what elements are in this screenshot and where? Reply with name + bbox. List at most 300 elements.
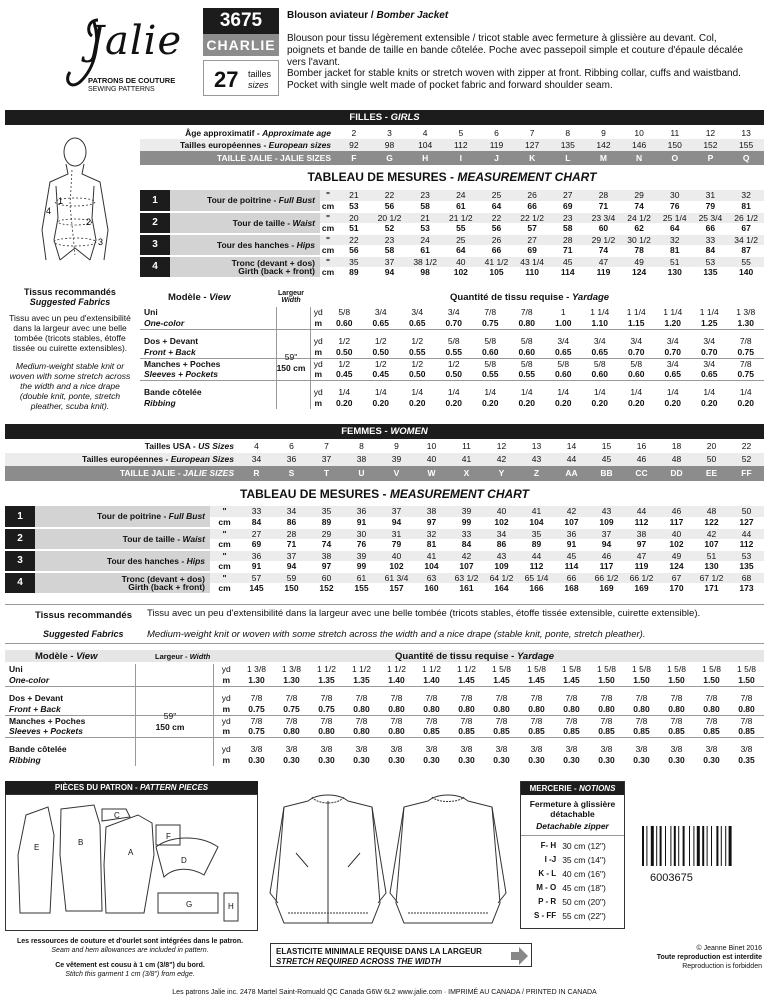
- measurement-cell: 65 1/4: [524, 572, 549, 583]
- spacer-cell: [728, 380, 765, 387]
- measurement-label-en: Waist: [292, 217, 316, 228]
- measurement-cell: 29: [321, 528, 332, 539]
- measurement-cell: 34 1/2: [734, 234, 758, 245]
- barcode-bar: [711, 826, 712, 866]
- jalie-size-cell: Q: [742, 152, 750, 163]
- yardage-cell: 3/8: [460, 744, 473, 755]
- yardage-cell: 3/4: [374, 307, 387, 318]
- barcode-bar: [702, 826, 704, 866]
- women-eu-cell: 48: [671, 454, 682, 465]
- spacer-cell: [309, 737, 344, 744]
- yardage-cell: 7/8: [600, 693, 613, 704]
- yardage-cell: 0.35: [738, 755, 755, 766]
- yardage-cell: 1.30: [248, 675, 265, 685]
- measurement-cell: 60: [321, 572, 332, 583]
- pieces-title-en: PATTERN PIECES: [139, 783, 209, 792]
- width-spacer: [135, 755, 213, 766]
- girls-header: [5, 110, 764, 125]
- measurement-cell: 63: [426, 572, 437, 583]
- yardage-cell: 0.30: [318, 755, 335, 766]
- unit-cell: ": [222, 572, 227, 583]
- measurement-cell: 66 1/2: [594, 572, 619, 583]
- svg-text:4: 4: [46, 206, 52, 216]
- yardage-cell: 5/8: [630, 358, 643, 369]
- age-cell: 2: [351, 127, 357, 138]
- yardage-cell: 0.80: [598, 704, 615, 714]
- unit-cell: m: [314, 398, 323, 409]
- eu-cell: 112: [454, 139, 468, 150]
- measurement-cell: 43: [601, 506, 612, 517]
- women-eu-cell: 37: [321, 454, 332, 465]
- measurement-cell: 109: [599, 517, 614, 527]
- measurement-cell: 124: [632, 267, 647, 277]
- notion-size: K - L: [538, 869, 557, 878]
- brand-line2: SEWING PATTERNS: [88, 86, 155, 93]
- women-eu-cell: 42: [496, 454, 507, 465]
- yardage-cell: 1 1/4: [626, 307, 646, 318]
- spacer-cell: [691, 380, 728, 387]
- girls-yardage-en: Yardage: [571, 292, 610, 303]
- girls-header-fr: FILLES -: [349, 112, 388, 123]
- pieces-title-fr: PIÈCES DU PATRON -: [54, 783, 138, 792]
- footer-address: Les patrons Jalie inc. 2478 Martel Saint-Romuald QC Canada G6W 6L2 www.jalie.com · IMPRIMÉ AU CANADA / PRINTED IN CANADA: [172, 989, 597, 996]
- width-spacer: [276, 387, 310, 398]
- measurement-cell: 53: [741, 550, 752, 561]
- measurement-cell: 74: [634, 201, 644, 211]
- women-width-value: [150, 711, 190, 733]
- measurement-cell: 155: [354, 583, 369, 593]
- yardage-cell: 0.65: [664, 369, 682, 379]
- measurement-cell: 68: [741, 572, 752, 583]
- spacer-cell: [519, 737, 554, 744]
- women-jalie-cell: EE: [705, 468, 718, 479]
- jalie-size-cell: P: [707, 152, 714, 163]
- notion-length: 55 cm (22"): [562, 910, 606, 921]
- measurement-label: [35, 550, 210, 572]
- notion-length: 30 cm (12"): [562, 840, 606, 851]
- pattern-pieces-icon: [6, 795, 257, 930]
- yardage-cell: 7/8: [530, 715, 543, 726]
- spacer-cell: [484, 686, 519, 693]
- unit-cell: cm: [321, 245, 335, 255]
- measurement-cell: 22: [384, 190, 395, 201]
- girls-width-value: [275, 352, 307, 374]
- yardage-cell: 1/4: [484, 387, 497, 398]
- yardage-label: Sleeves + Pockets: [9, 726, 83, 736]
- yardage-cell: 0.55: [408, 347, 426, 357]
- brand-logo: [58, 12, 188, 97]
- jalie-size-cell: H: [422, 152, 429, 163]
- yardage-cell: 3/4: [447, 307, 460, 318]
- women-yardage-en: Yardage: [516, 651, 555, 662]
- measurement-cell: 29: [634, 190, 644, 201]
- yardage-cell: 3/4: [666, 336, 679, 347]
- yardage-cell: 1 3/8: [247, 664, 266, 675]
- yardage-row: [140, 358, 764, 369]
- unit-cell: m: [314, 347, 323, 357]
- measurement-cell: 66: [566, 572, 577, 583]
- yardage-cell: 0.30: [528, 755, 545, 766]
- measurement-label: [35, 528, 210, 550]
- yardage-cell: 5/8: [447, 336, 460, 347]
- measurement-cell: 36: [356, 506, 367, 517]
- yardage-cell: 0.75: [283, 704, 300, 714]
- measurement-cell: 39: [356, 550, 367, 561]
- measurement-cell: 40: [391, 550, 402, 561]
- yardage-row: [5, 726, 764, 737]
- measurement-label-fr: Tronc (devant + dos): [231, 257, 316, 268]
- yardage-cell: 1/4: [630, 387, 643, 398]
- title: [287, 10, 448, 21]
- women-eu-cell: 52: [741, 454, 752, 465]
- unit-cell: yd: [313, 358, 323, 369]
- yardage-cell: 3/8: [495, 744, 508, 755]
- women-yardage-table: [5, 664, 764, 766]
- piece-label: B: [78, 838, 84, 847]
- measurement-cell: 59: [286, 572, 297, 583]
- spacer-cell: [691, 329, 728, 336]
- us-cell: 16: [636, 441, 647, 452]
- spacer-cell: [414, 686, 449, 693]
- women-model-en: View: [76, 651, 98, 662]
- women-jalie-label-fr: TAILLE JALIE -: [119, 468, 181, 479]
- pattern-pieces-diagram: [5, 794, 258, 931]
- jalie-size-cell: J: [494, 152, 499, 163]
- yardage-cell: 0.80: [458, 704, 475, 714]
- yardage-cell: 0.20: [481, 398, 499, 409]
- yardage-cell: 1 5/8: [597, 664, 616, 675]
- yardage-cell: 0.75: [737, 369, 755, 379]
- yardage-cell: 3/8: [670, 744, 683, 755]
- yardage-row: [140, 318, 764, 329]
- spacer-row: [5, 737, 764, 744]
- measurement-cell: 84: [251, 517, 262, 527]
- yardage-cell: 0.20: [554, 398, 572, 409]
- measurement-cell: 32: [426, 528, 437, 539]
- yardage-row: [5, 704, 764, 715]
- girls-model-label: [168, 292, 230, 303]
- barcode-number: 6003675: [650, 872, 693, 884]
- measurement-cell: 25: [456, 234, 466, 245]
- age-cell: 6: [494, 127, 499, 138]
- yardage-label: Manches + Poches: [144, 358, 221, 369]
- measurement-cell: 36: [566, 528, 577, 539]
- eu-cell: 152: [703, 139, 718, 150]
- us-cell: 8: [359, 441, 364, 452]
- yardage-cell: 1 1/2: [457, 664, 476, 675]
- measurement-label-en: Hips: [296, 239, 316, 250]
- measurement-cell: 40: [671, 528, 682, 539]
- women-jalie-cell: S: [288, 468, 295, 479]
- yardage-cell: 0.30: [353, 755, 370, 766]
- women-eu-cell: 40: [426, 454, 437, 465]
- yardage-cell: 0.65: [700, 369, 718, 379]
- yardage-cell: 0.20: [627, 398, 645, 409]
- eu-cell: 135: [560, 139, 575, 150]
- spacer-cell: [554, 737, 589, 744]
- measurement-cell: 61: [456, 201, 466, 211]
- measurement-label: [170, 256, 320, 278]
- measurement-cell: 58: [384, 245, 395, 255]
- measurement-cell: 23: [563, 212, 573, 223]
- measurement-cell: 33: [251, 506, 262, 517]
- yardage-cell: 1/4: [739, 387, 752, 398]
- yardage-cell: 0.80: [318, 726, 335, 736]
- measurement-cell: 76: [356, 539, 367, 549]
- measurement-cell: 34: [496, 528, 507, 539]
- yardage-cell: 7/8: [705, 693, 718, 704]
- yardage-cell: 0.85: [423, 726, 440, 736]
- yardage-cell: 7/8: [740, 693, 753, 704]
- yardage-cell: 7/8: [670, 715, 683, 726]
- measurement-number: 3: [5, 550, 35, 572]
- spacer-cell: [140, 380, 276, 387]
- measurement-cell: 42: [461, 550, 472, 561]
- measurement-cell: 79: [705, 201, 716, 211]
- measurement-label-fr: Tour de taille -: [232, 217, 293, 228]
- repro-fr: Toute reproduction est interdite: [656, 954, 762, 961]
- unit-cell: ": [326, 234, 331, 245]
- yardage-cell: 0.80: [353, 704, 370, 714]
- measurement-cell: 26 1/2: [734, 212, 758, 223]
- measurement-cell: 84: [705, 245, 716, 255]
- spacer-cell: [379, 737, 414, 744]
- measurement-cell: 33: [461, 528, 472, 539]
- women-eu-label: [5, 453, 239, 466]
- measurement-label-fr: Tour des hanches -: [216, 239, 297, 250]
- measurement-number: 4: [140, 256, 170, 278]
- measurement-cell: 117: [669, 517, 684, 527]
- yardage-cell: 3/4: [593, 336, 606, 347]
- spacer-cell: [309, 686, 344, 693]
- yardage-cell: 0.30: [388, 755, 405, 766]
- unit-cell: m: [222, 755, 231, 766]
- measurement-cell: 27: [527, 234, 537, 245]
- us-cell: 12: [496, 441, 507, 452]
- measurement-cell: 86: [496, 539, 507, 549]
- spacer-cell: [326, 329, 363, 336]
- women-measurement-table: [5, 506, 764, 595]
- measurement-label: [35, 572, 210, 594]
- measurement-number: 2: [140, 212, 170, 234]
- us-cell: 4: [254, 441, 259, 452]
- spacer-cell: [239, 686, 274, 693]
- measurement-number: 3: [140, 234, 170, 256]
- measurement-cell: 21: [420, 212, 430, 223]
- unit-cell: cm: [321, 267, 335, 277]
- age-label: [140, 127, 336, 139]
- measurement-label-en: Full Bust: [278, 195, 316, 206]
- measurement-cell: 37: [601, 528, 612, 539]
- measurement-cell: 117: [599, 561, 614, 571]
- spacer-cell: [659, 686, 694, 693]
- yardage-cell: 1/4: [447, 387, 460, 398]
- notion-size: P - R: [538, 897, 557, 906]
- notions-title-fr: MERCERIE -: [529, 784, 577, 793]
- spacer-cell: [694, 737, 729, 744]
- unit-cell: cm: [321, 223, 335, 233]
- women-eu-cell: 43: [531, 454, 542, 465]
- measurement-label-en: Full Bust: [168, 511, 205, 522]
- unit-cell: ": [326, 212, 331, 223]
- barcode-bar: [697, 826, 700, 866]
- girls-model-fr: Modèle -: [168, 292, 207, 303]
- measurement-cell: 63 1/2: [454, 572, 479, 583]
- yardage-cell: 0.30: [458, 755, 475, 766]
- measurement-cell: 107: [704, 539, 719, 549]
- spacer-cell: [618, 380, 655, 387]
- measurement-cell: 27: [563, 190, 573, 201]
- measurement-cell: 57: [527, 223, 537, 233]
- measurement-cell: 31: [391, 528, 402, 539]
- yardage-cell: 0.85: [738, 726, 755, 736]
- measurement-cell: 130: [704, 561, 719, 571]
- yardage-cell: 0.50: [408, 369, 426, 379]
- barcode-bar: [656, 826, 657, 866]
- measurement-cell: 28: [563, 234, 573, 245]
- measurement-cell: 97: [321, 561, 332, 571]
- yardage-cell: 5/8: [593, 358, 606, 369]
- yardage-cell: 0.80: [633, 704, 650, 714]
- measurement-cell: 74: [598, 245, 609, 255]
- yardage-cell: 0.50: [335, 347, 353, 357]
- yardage-cell: 0.20: [335, 398, 353, 409]
- women-jalie-cell: V: [393, 468, 400, 479]
- women-jalie-cell: FF: [741, 468, 752, 479]
- piece-label: G: [186, 900, 193, 909]
- unit-cell: yd: [313, 307, 323, 318]
- spacer-cell: [310, 380, 326, 387]
- eu-cell: 98: [384, 139, 395, 150]
- measurement-row: [5, 506, 764, 517]
- women-eu-label-en: European Sizes: [170, 454, 234, 465]
- yardage-cell: 0.30: [493, 755, 510, 766]
- us-label-en: US Sizes: [198, 441, 234, 452]
- girls-chart-title-en: MEASUREMENT CHART: [457, 170, 597, 184]
- footer-copyright: [640, 944, 762, 971]
- unit-cell: yd: [313, 387, 323, 398]
- repro-en: Reproduction is forbidden: [682, 963, 762, 970]
- measurement-cell: 99: [461, 517, 472, 527]
- yardage-cell: 0.30: [248, 755, 265, 766]
- girls-measurement-table: [140, 190, 764, 279]
- notion-length: 45 cm (18"): [562, 882, 606, 893]
- measurement-cell: 32: [741, 190, 751, 201]
- yardage-cell: 0.55: [445, 347, 463, 357]
- measurement-cell: 161: [459, 583, 474, 593]
- measurement-cell: 38: [636, 528, 647, 539]
- spacer-cell: [545, 329, 582, 336]
- women-eu-cell: 41: [461, 454, 472, 465]
- yardage-cell: 1.45: [493, 675, 510, 685]
- measurement-cell: 152: [319, 583, 334, 593]
- women-model-fr: Modèle -: [35, 651, 74, 662]
- measurement-cell: 43 1/4: [520, 256, 544, 267]
- yardage-cell: 1/4: [666, 387, 679, 398]
- women-eu-cell: 45: [601, 454, 612, 465]
- yardage-cell: 7/8: [705, 715, 718, 726]
- measurement-cell: 24 1/2: [627, 212, 651, 223]
- measurement-cell: 114: [564, 561, 579, 571]
- measurement-cell: 114: [560, 267, 575, 277]
- yardage-cell: 1/2: [374, 336, 387, 347]
- measurement-row: [140, 190, 764, 201]
- measurement-cell: 53: [420, 223, 430, 233]
- measurement-cell: 67: [671, 572, 682, 583]
- measurement-cell: 44: [741, 528, 752, 539]
- yardage-row: [140, 307, 764, 318]
- yardage-row: [140, 336, 764, 347]
- measurement-cell: 40: [456, 256, 466, 267]
- measurement-label-fr: Tour des hanches -: [106, 555, 187, 566]
- bomber-jacket-icon: [268, 783, 508, 933]
- width-spacer: [276, 307, 310, 318]
- spacer-cell: [582, 329, 619, 336]
- yardage-cell: 3/8: [530, 744, 543, 755]
- age-cell: 9: [601, 127, 606, 138]
- age-cell: 4: [422, 127, 428, 138]
- yardage-cell: 3/4: [703, 336, 716, 347]
- measurement-cell: 89: [321, 517, 332, 527]
- measurement-row: [5, 572, 764, 583]
- measurement-cell: 25: [491, 190, 502, 201]
- unit-cell: cm: [218, 517, 231, 527]
- unit-cell: m: [314, 318, 323, 328]
- yardage-cell: 1/2: [411, 358, 424, 369]
- measurement-cell: 109: [494, 561, 509, 571]
- women-width-en: Width: [189, 652, 211, 661]
- spacer-cell: [519, 686, 554, 693]
- women-fabric-en: Medium-weight knit or woven with some stretch across the width and a nice drape (stable knit, ponte, stretch pleather).: [147, 629, 646, 640]
- age-cell: 10: [634, 127, 644, 138]
- measurement-cell: 41 1/2: [484, 256, 509, 267]
- spacer-cell: [135, 686, 213, 693]
- women-jalie-cell: DD: [670, 468, 683, 479]
- unit-cell: m: [222, 704, 231, 714]
- measurement-number: 1: [140, 190, 170, 212]
- measurement-cell: 130: [667, 267, 682, 277]
- allow-en: Seam and hem allowances are included in pattern.: [51, 947, 209, 954]
- unit-cell: yd: [221, 744, 231, 755]
- barcode-bar: [678, 826, 679, 866]
- yardage-label: One-color: [9, 675, 50, 685]
- measurement-cell: 119: [596, 267, 611, 277]
- measurement-cell: 169: [634, 583, 649, 593]
- yardage-cell: 0.85: [458, 726, 475, 736]
- barcode-bar: [674, 826, 676, 866]
- unit-cell: m: [222, 675, 231, 685]
- measurement-cell: 22: [491, 212, 502, 223]
- yardage-cell: 7/8: [320, 715, 333, 726]
- yardage-cell: 3/4: [411, 307, 424, 318]
- width-spacer: [135, 744, 213, 755]
- girls-width-fr: Largeur: [277, 290, 305, 297]
- measurement-cell: 29 1/2: [591, 234, 616, 245]
- yardage-cell: 1.25: [700, 318, 718, 328]
- spacer-cell: [509, 380, 546, 387]
- measurement-cell: 24: [420, 234, 430, 245]
- yardage-cell: 1.45: [563, 675, 580, 685]
- yardage-cell: 0.75: [248, 726, 265, 736]
- women-header-en: WOMEN: [390, 426, 428, 437]
- measurement-cell: 69: [251, 539, 262, 549]
- yardage-label: Sleeves + Pockets: [144, 369, 218, 379]
- measurement-cell: 97: [426, 517, 437, 527]
- measurement-cell: 145: [249, 583, 264, 593]
- girls-width-label: [276, 290, 306, 304]
- girls-yardage-label: [450, 292, 609, 303]
- spacer-cell: [276, 380, 310, 387]
